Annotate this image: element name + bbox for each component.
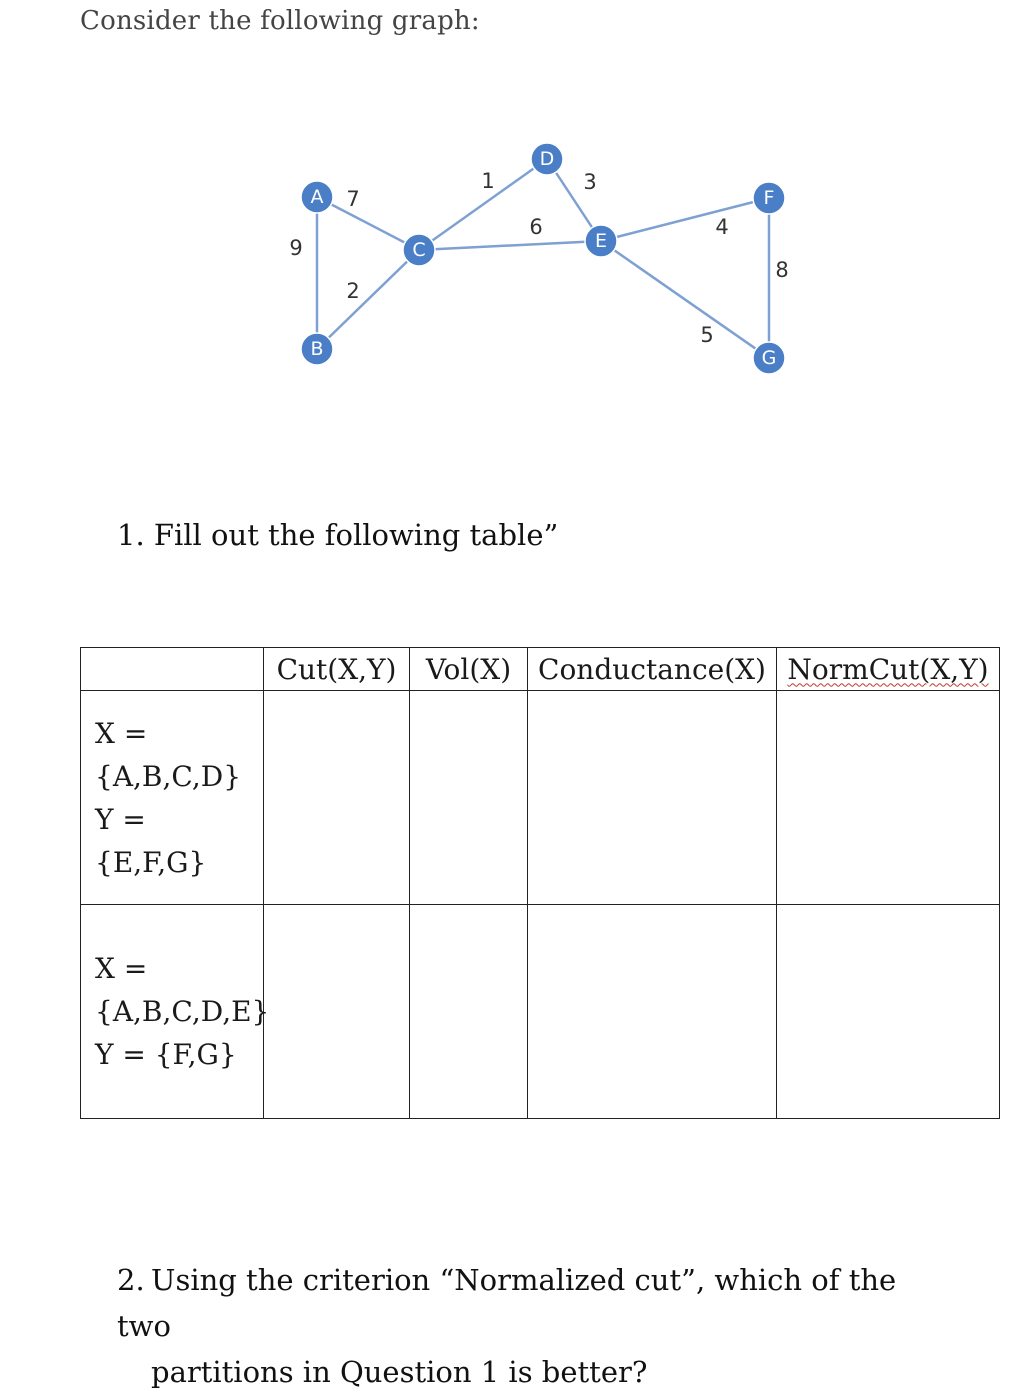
edge-e-f [601,198,769,241]
edge-c-e [419,241,601,250]
question-2-line2: partitions in Question 1 is better? [151,1355,648,1389]
cell-conductance-answer[interactable] [528,905,777,1119]
table-row [81,905,1000,1119]
row-label-line: X = [95,952,148,985]
question-1: 1. Fill out the following table” [117,518,559,552]
weight-f-g: 8 [775,258,789,282]
weight-a-b: 9 [289,236,303,260]
intro-text: Consider the following graph: [80,6,480,36]
cell-vol-answer[interactable] [410,691,528,905]
row-label-line: Y = {F,G} [95,1038,237,1071]
node-f [753,182,785,214]
row-label-line: {A,B,C,D,E} [95,995,270,1028]
cell-cut-answer[interactable] [264,691,410,905]
node-d [531,143,563,175]
row-label-line: Y = {E,F,G} [95,802,207,879]
cell-cut-answer[interactable] [264,905,410,1119]
header-normcut [777,648,1000,691]
node-e-label: E [594,230,608,252]
cell-normcut-answer[interactable] [777,691,1000,905]
node-f-label: F [763,187,775,209]
question-2-line1: Using the criterion “Normalized cut”, which of the two [117,1263,897,1343]
node-b-label: B [310,338,324,360]
header-cut: Cut(X,Y) [264,648,410,691]
edge-e-g [601,241,769,358]
row-partition-label [81,905,270,1119]
node-a-label: A [310,186,324,208]
weight-a-c: 7 [346,187,360,211]
weight-b-c: 2 [346,279,360,303]
node-d-label: D [539,148,555,170]
node-e [585,225,617,257]
row-label-line: {A,B,C,D} [95,759,242,793]
graph-figure [270,130,810,390]
weight-e-g: 5 [700,323,714,347]
header-vol: Vol(X) [410,648,528,691]
row-label-line: X = [95,716,148,750]
edge-a-c [317,197,419,250]
header-normcut-label: NormCut(X,Y) [787,652,989,686]
weight-e-f: 4 [715,215,729,239]
node-b [301,333,333,365]
question-2-number: 2. [117,1263,145,1297]
weight-c-d: 1 [481,169,495,193]
row-partition-label [81,691,264,905]
weight-d-e: 3 [583,170,597,194]
cell-conductance-answer[interactable] [528,691,777,905]
question-2 [117,1257,947,1395]
answer-table [80,647,1000,1119]
node-g [753,342,785,374]
cell-vol-answer[interactable] [410,905,528,1119]
header-empty [81,648,264,691]
node-c-label: C [412,239,426,261]
header-conductance: Conductance(X) [528,648,777,691]
node-a [301,181,333,213]
edge-b-c [317,250,419,349]
node-g-label: G [761,347,777,369]
weight-c-e: 6 [529,215,543,239]
cell-normcut-answer[interactable] [777,905,1000,1119]
table-row [81,691,1000,905]
node-c [403,234,435,266]
table-header-row [81,648,1000,691]
